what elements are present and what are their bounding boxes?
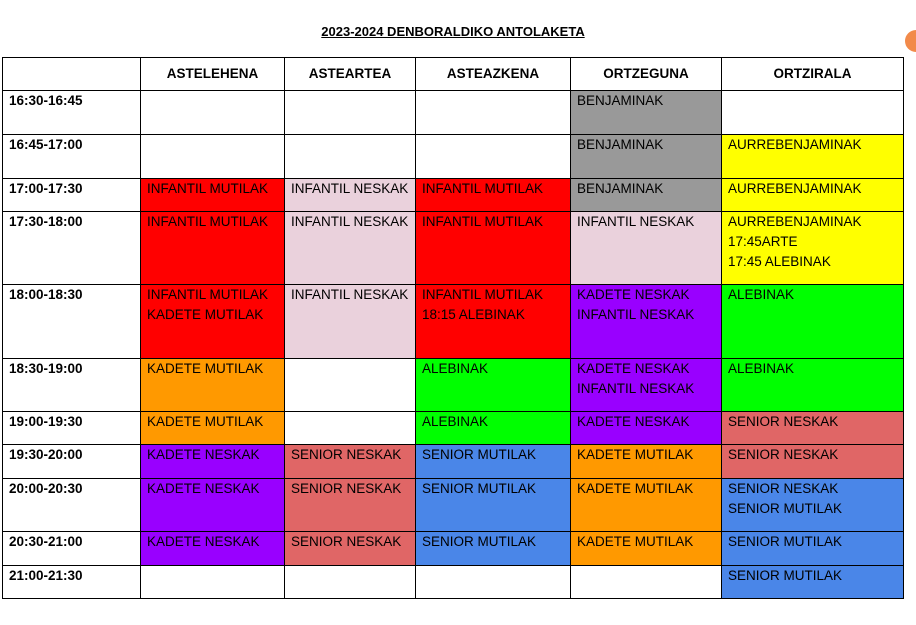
schedule-row (3, 532, 904, 566)
time-slot-label: 19:00-19:30 (3, 412, 141, 445)
time-slot-label: 21:00-21:30 (3, 566, 141, 599)
time-slot-label: 20:00-20:30 (3, 479, 141, 532)
schedule-cell (285, 359, 416, 412)
schedule-row (3, 212, 904, 285)
group-label: INFANTIL NESKAK (577, 307, 695, 322)
group-label: SENIOR MUTILAK (728, 534, 843, 549)
group-label: KADETE NESKAK (147, 447, 260, 462)
schedule-cell (571, 285, 722, 359)
schedule-cell (722, 445, 904, 479)
time-slot-label: 19:30-20:00 (3, 445, 141, 479)
schedule-cell (722, 359, 904, 412)
schedule-cell (141, 212, 285, 285)
group-label: INFANTIL NESKAK (291, 214, 409, 229)
group-label: KADETE NESKAK (147, 481, 260, 496)
schedule-cell (416, 532, 571, 566)
group-label: INFANTIL MUTILAK (147, 287, 269, 302)
group-label: INFANTIL MUTILAK (422, 287, 544, 302)
schedule-cell (141, 566, 285, 599)
schedule-cell (141, 359, 285, 412)
group-label: SENIOR MUTILAK (728, 501, 843, 516)
schedule-cell (285, 212, 416, 285)
schedule-cell (141, 91, 285, 135)
schedule-cell (571, 412, 722, 445)
schedule-row (3, 479, 904, 532)
schedule-cell (722, 212, 904, 285)
time-slot-label: 16:30-16:45 (3, 91, 141, 135)
schedule-cell (285, 445, 416, 479)
group-label: SENIOR NESKAK (291, 447, 402, 462)
schedule-cell (722, 566, 904, 599)
schedule-row (3, 445, 904, 479)
group-label: INFANTIL MUTILAK (422, 181, 544, 196)
schedule-table (2, 57, 904, 599)
day-header: ASTEAZKENA (416, 58, 571, 91)
day-header: ORTZIRALA (722, 58, 904, 91)
schedule-cell (416, 359, 571, 412)
group-label: KADETE MUTILAK (147, 414, 264, 429)
group-label: SENIOR MUTILAK (422, 534, 537, 549)
group-label: 18:15 ALEBINAK (422, 307, 525, 322)
schedule-cell (285, 285, 416, 359)
schedule-cell (141, 479, 285, 532)
group-label: KADETE MUTILAK (147, 361, 264, 376)
group-label: AURREBENJAMINAK (728, 137, 862, 152)
schedule-cell (285, 479, 416, 532)
group-label: SENIOR MUTILAK (422, 447, 537, 462)
group-label: AURREBENJAMINAK (728, 181, 862, 196)
schedule-row (3, 135, 904, 179)
schedule-cell (416, 445, 571, 479)
corner-cell (3, 58, 141, 91)
schedule-cell (416, 212, 571, 285)
header-row (3, 58, 904, 91)
schedule-row (3, 179, 904, 212)
group-label: INFANTIL MUTILAK (147, 181, 269, 196)
schedule-cell (141, 135, 285, 179)
schedule-cell (285, 91, 416, 135)
schedule-cell (141, 285, 285, 359)
schedule-cell (722, 479, 904, 532)
schedule-cell (285, 412, 416, 445)
group-label: KADETE NESKAK (577, 361, 690, 376)
day-header: ASTELEHENA (141, 58, 285, 91)
schedule-cell (722, 135, 904, 179)
group-label: INFANTIL NESKAK (291, 181, 409, 196)
group-label: ALEBINAK (728, 287, 795, 302)
schedule-cell (571, 532, 722, 566)
schedule-cell (141, 445, 285, 479)
group-label: SENIOR NESKAK (728, 481, 839, 496)
time-slot-label: 20:30-21:00 (3, 532, 141, 566)
schedule-body (3, 91, 904, 599)
schedule-cell (285, 532, 416, 566)
group-label: KADETE NESKAK (577, 287, 690, 302)
time-slot-label: 16:45-17:00 (3, 135, 141, 179)
group-label: KADETE MUTILAK (577, 481, 694, 496)
group-label: SENIOR NESKAK (728, 414, 839, 429)
schedule-row (3, 412, 904, 445)
orange-dot-decoration (905, 30, 916, 52)
group-label: ALEBINAK (422, 414, 489, 429)
time-slot-label: 18:30-19:00 (3, 359, 141, 412)
schedule-cell (571, 135, 722, 179)
group-label: ALEBINAK (728, 361, 795, 376)
group-label: KADETE MUTILAK (577, 534, 694, 549)
schedule-cell (722, 285, 904, 359)
time-slot-label: 18:00-18:30 (3, 285, 141, 359)
group-label: KADETE NESKAK (147, 534, 260, 549)
group-label: SENIOR MUTILAK (728, 568, 843, 583)
schedule-cell (571, 445, 722, 479)
time-slot-label: 17:00-17:30 (3, 179, 141, 212)
schedule-row (3, 566, 904, 599)
schedule-cell (722, 412, 904, 445)
group-label: SENIOR NESKAK (728, 447, 839, 462)
schedule-title: 2023-2024 DENBORALDIKO ANTOLAKETA (321, 24, 585, 39)
group-label: INFANTIL NESKAK (577, 214, 695, 229)
schedule-cell (285, 135, 416, 179)
schedule-cell (141, 179, 285, 212)
schedule-row (3, 285, 904, 359)
group-label: BENJAMINAK (577, 93, 664, 108)
schedule-cell (285, 566, 416, 599)
group-label: KADETE NESKAK (577, 414, 690, 429)
schedule-row (3, 91, 904, 135)
schedule-cell (285, 179, 416, 212)
time-slot-label: 17:30-18:00 (3, 212, 141, 285)
schedule-cell (571, 479, 722, 532)
group-label: INFANTIL MUTILAK (422, 214, 544, 229)
group-label: INFANTIL NESKAK (291, 287, 409, 302)
group-label: AURREBENJAMINAK (728, 214, 862, 229)
schedule-cell (722, 532, 904, 566)
day-header: ORTZEGUNA (571, 58, 722, 91)
schedule-cell (571, 212, 722, 285)
schedule-cell (722, 179, 904, 212)
group-label: INFANTIL NESKAK (577, 381, 695, 396)
schedule-cell (571, 179, 722, 212)
schedule-cell (416, 179, 571, 212)
schedule-cell (416, 566, 571, 599)
group-label: BENJAMINAK (577, 181, 664, 196)
group-label: 17:45 ALEBINAK (728, 254, 831, 269)
schedule-cell (416, 285, 571, 359)
schedule-cell (141, 532, 285, 566)
schedule-cell (722, 91, 904, 135)
schedule-cell (416, 412, 571, 445)
schedule-cell (141, 412, 285, 445)
schedule-cell (571, 359, 722, 412)
group-label: KADETE MUTILAK (147, 307, 264, 322)
day-header: ASTEARTEA (285, 58, 416, 91)
schedule-cell (416, 91, 571, 135)
group-label: INFANTIL MUTILAK (147, 214, 269, 229)
schedule-row (3, 359, 904, 412)
group-label: 17:45ARTE (728, 234, 798, 249)
schedule-cell (571, 91, 722, 135)
group-label: SENIOR MUTILAK (422, 481, 537, 496)
group-label: KADETE MUTILAK (577, 447, 694, 462)
schedule-cell (416, 479, 571, 532)
group-label: BENJAMINAK (577, 137, 664, 152)
group-label: SENIOR NESKAK (291, 481, 402, 496)
schedule-cell (571, 566, 722, 599)
group-label: ALEBINAK (422, 361, 489, 376)
schedule-cell (416, 135, 571, 179)
group-label: SENIOR NESKAK (291, 534, 402, 549)
